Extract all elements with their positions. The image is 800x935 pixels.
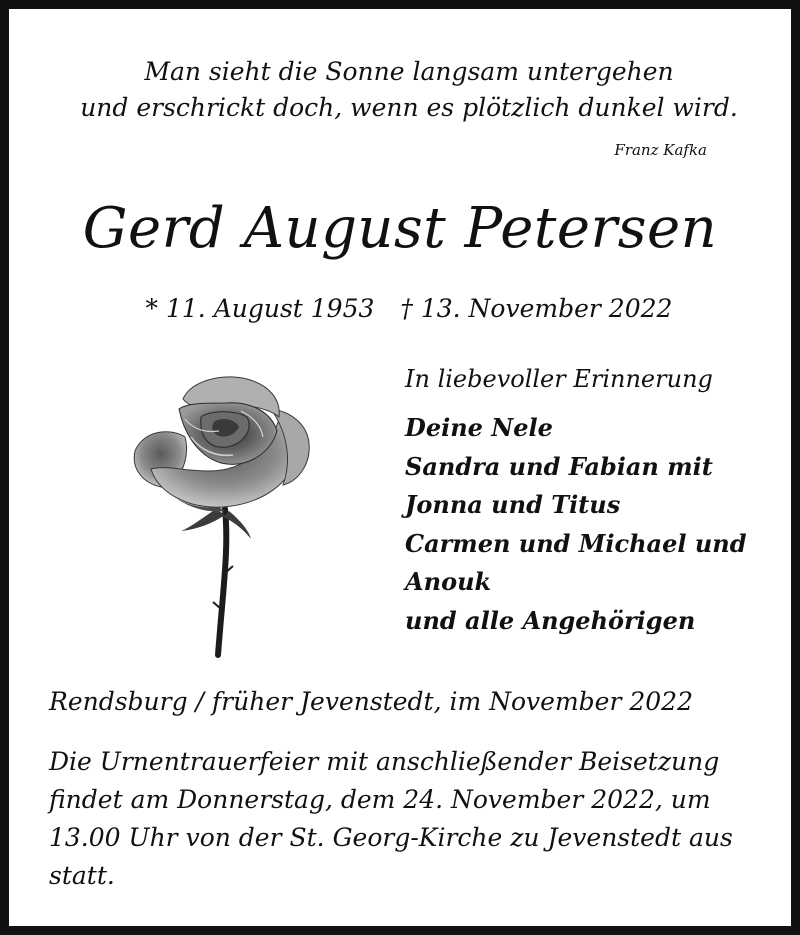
mourner-line: und alle Angehörigen: [405, 605, 696, 635]
death-date: † 13. November 2022: [400, 294, 673, 323]
quote-author: Franz Kafka: [614, 141, 707, 159]
mourner-line: Deine Nele: [405, 413, 553, 442]
ceremony-notice: [49, 743, 769, 895]
ceremony-line: 13.00 Uhr von der St. Georg-Kirche zu Jevenstedt aus: [49, 823, 733, 852]
mourner-line: Sandra und Fabian mit: [405, 451, 713, 481]
place-date: Rendsburg / früher Jevenstedt, im November 2022: [49, 687, 693, 716]
mourners-block: [405, 361, 785, 640]
quote: [49, 54, 769, 126]
quote-line: und erschrickt doch, wenn es plötzlich dunkel wird.: [80, 93, 738, 122]
ceremony-line: statt.: [49, 861, 115, 890]
birth-date: * 11. August 1953: [145, 294, 375, 323]
mourner-line: Jonna und Titus: [405, 490, 621, 519]
ceremony-line: Die Urnentrauerfeier mit anschließender Beisetzung: [49, 747, 720, 776]
quote-line: Man sieht die Sonne langsam untergehen: [144, 57, 674, 86]
rose-icon: [121, 359, 331, 659]
deceased-name: Gerd August Petersen: [82, 196, 718, 261]
ceremony-line: findet am Donnerstag, dem 24. November 2022, um: [49, 785, 711, 814]
mourner-line: Anouk: [405, 567, 492, 596]
mourner-line: Carmen und Michael und: [405, 528, 747, 558]
life-dates: [9, 291, 800, 327]
memory-intro: In liebevoller Erinnerung: [405, 365, 713, 393]
